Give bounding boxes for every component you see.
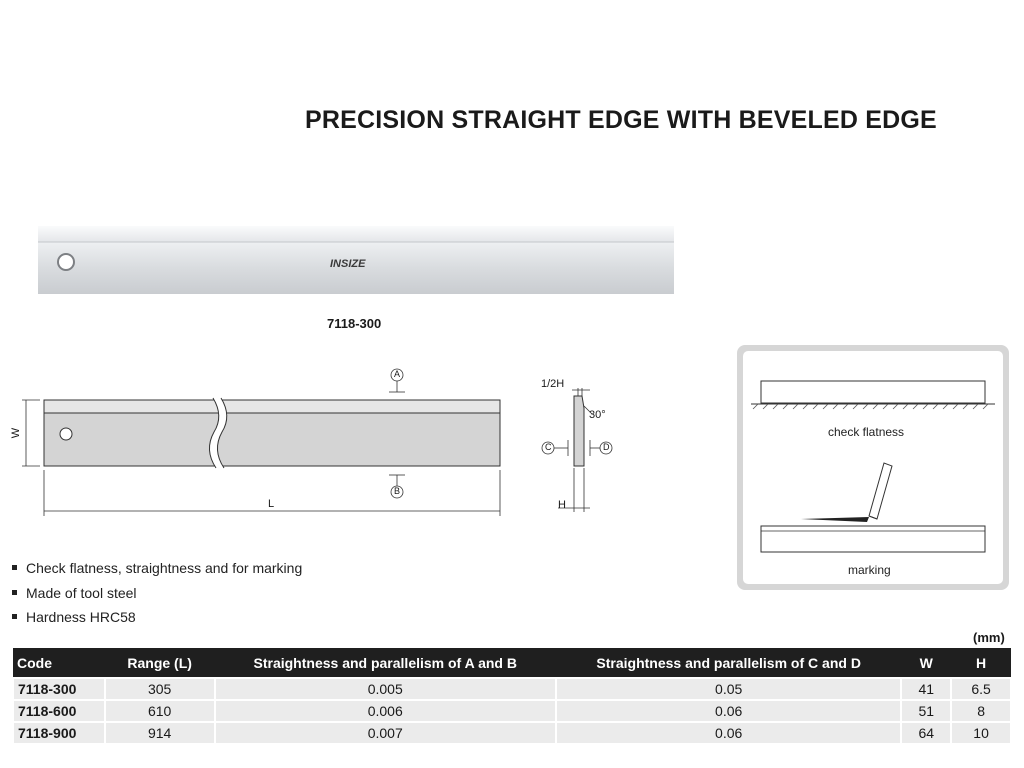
feature-item: Check flatness, straightness and for marking [12,556,302,581]
cell-cd: 0.05 [556,678,901,700]
table-header-row [13,648,1011,678]
ref-b-label: B [394,486,401,496]
unit-label: (mm) [973,630,1005,645]
dim-w-label: W [10,427,23,439]
header-w: W [901,648,951,678]
cell-code: 7118-900 [13,722,105,744]
ref-d-label: D [603,442,610,452]
dim-h-label: H [558,499,566,511]
header-cd: Straightness and parallelism of C and D [556,648,901,678]
cell-cd: 0.06 [556,722,901,744]
header-range: Range (L) [105,648,215,678]
cell-w: 41 [901,678,951,700]
cell-h: 8 [951,700,1011,722]
cell-ab: 0.007 [215,722,556,744]
cell-code: 7118-600 [13,700,105,722]
cell-range: 305 [105,678,215,700]
marking-label: marking [848,563,891,577]
photo-model-code: 7118-300 [327,316,382,331]
cell-w: 51 [901,700,951,722]
feature-list [12,556,302,630]
cell-ab: 0.005 [215,678,556,700]
dim-l-label: L [268,498,275,510]
cell-range: 914 [105,722,215,744]
feature-item: Hardness HRC58 [12,605,302,630]
angle-label: 30° [589,409,606,421]
cell-h: 6.5 [951,678,1011,700]
usage-illustration [737,345,1009,590]
cell-h: 10 [951,722,1011,744]
half-h-label: 1/2H [541,378,565,390]
feature-item: Made of tool steel [12,581,302,606]
check-flatness-label: check flatness [828,425,905,439]
brand-logo: INSIZE [330,258,366,270]
table-row [13,722,1011,744]
spec-table [12,648,1012,745]
page-title: PRECISION STRAIGHT EDGE WITH BEVELED EDGE [305,106,937,134]
header-code: Code [13,648,105,678]
cell-range: 610 [105,700,215,722]
header-h: H [951,648,1011,678]
cell-code: 7118-300 [13,678,105,700]
cell-ab: 0.006 [215,700,556,722]
table-row [13,678,1011,700]
cell-cd: 0.06 [556,700,901,722]
ref-a-label: A [394,369,401,379]
table-row [13,700,1011,722]
ref-c-label: C [545,442,552,452]
technical-drawing [0,360,720,525]
header-ab: Straightness and parallelism of A and B [215,648,556,678]
cell-w: 64 [901,722,951,744]
